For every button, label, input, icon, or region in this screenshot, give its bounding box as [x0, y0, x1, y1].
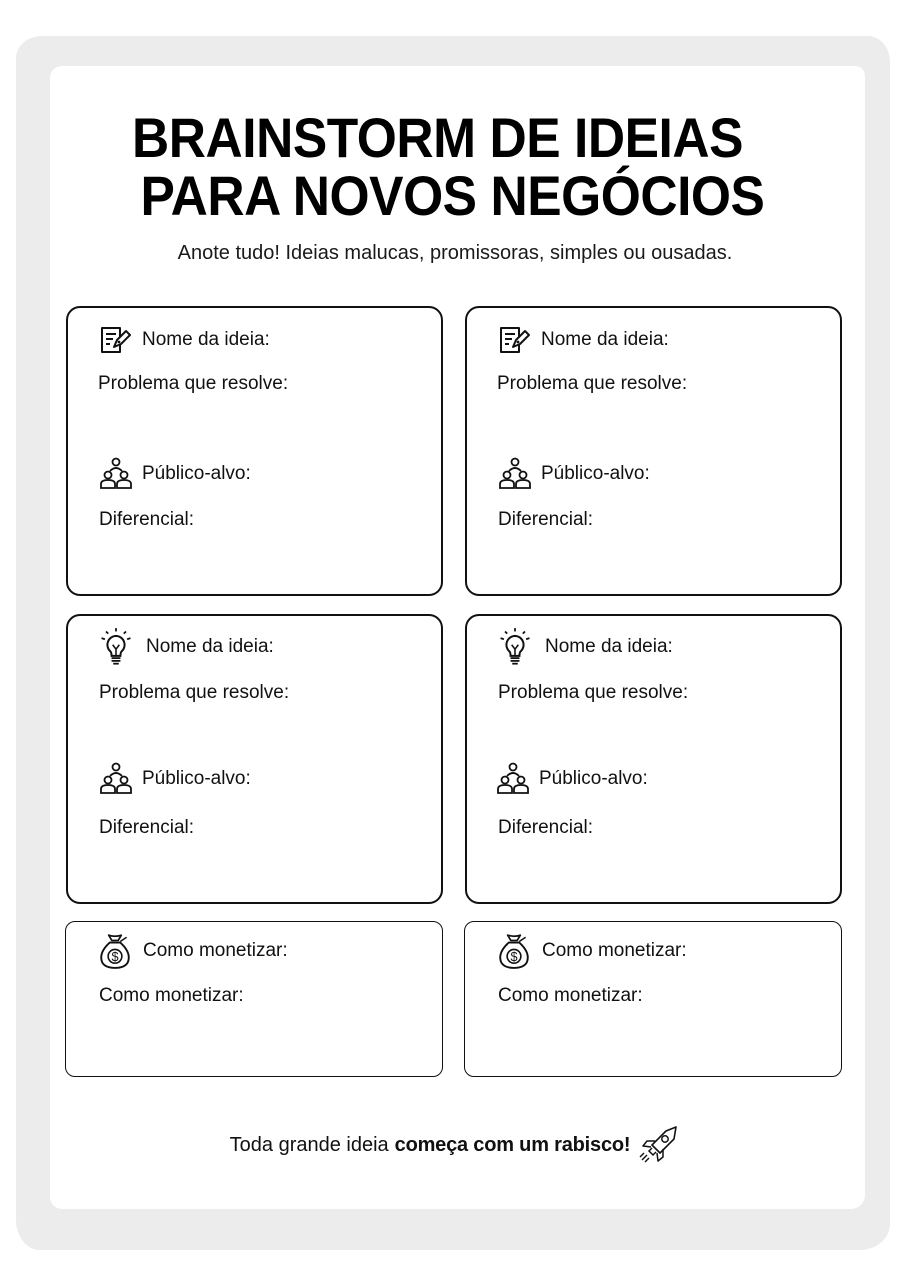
idea-name-label: Nome da ideia:	[545, 636, 673, 657]
page-subtitle: Anote tudo! Ideias malucas, promissoras, simples ou ousadas.	[177, 242, 733, 264]
rocket-icon	[638, 1124, 680, 1166]
differential-row	[498, 817, 593, 839]
idea-card-3	[66, 614, 443, 904]
audience-label: Público-alvo:	[541, 463, 650, 484]
idea-name-row	[98, 322, 270, 358]
audience-row	[98, 456, 251, 492]
footer-text-regular: Toda grande ideia	[229, 1133, 389, 1156]
idea-name-label: Nome da ideia:	[541, 329, 669, 350]
people-group-icon	[98, 456, 134, 492]
problem-row	[99, 682, 289, 704]
audience-row	[497, 456, 650, 492]
footer-text-bold: começa com um rabisco!	[394, 1133, 631, 1156]
monetize-label: Como monetizar:	[498, 985, 643, 1006]
monetize-heading-row	[96, 931, 288, 971]
idea-card-2	[465, 306, 842, 596]
money-bag-icon	[495, 931, 533, 971]
differential-label: Diferencial:	[498, 509, 594, 530]
audience-row	[495, 761, 648, 797]
differential-label: Diferencial:	[99, 817, 195, 838]
lightbulb-icon	[96, 626, 136, 668]
problem-label: Problema que resolve:	[498, 682, 689, 703]
monetize-heading: Como monetizar:	[542, 940, 687, 961]
audience-label: Público-alvo:	[142, 768, 251, 789]
differential-label: Diferencial:	[498, 817, 594, 838]
monetize-label-row	[99, 985, 244, 1007]
differential-label: Diferencial:	[99, 509, 195, 530]
idea-name-row	[495, 626, 673, 668]
idea-name-label: Nome da ideia:	[142, 329, 270, 350]
problem-row	[98, 373, 288, 395]
idea-card-4	[465, 614, 842, 904]
title-line-2: PARA NOVOS NEGÓCIOS	[140, 164, 765, 227]
differential-row	[99, 817, 194, 839]
idea-name-label: Nome da ideia:	[146, 636, 274, 657]
idea-name-row	[497, 322, 669, 358]
idea-card-1	[66, 306, 443, 596]
problem-label: Problema que resolve:	[497, 373, 688, 394]
title-line-1: BRAINSTORM DE IDEIAS	[131, 106, 743, 169]
notepad-pen-icon	[497, 322, 533, 358]
monetize-heading: Como monetizar:	[143, 940, 288, 961]
differential-row	[498, 509, 593, 531]
idea-name-row	[96, 626, 274, 668]
audience-label: Público-alvo:	[539, 768, 648, 789]
monetize-heading-row	[495, 931, 687, 971]
monetize-label: Como monetizar:	[99, 985, 244, 1006]
lightbulb-icon	[495, 626, 535, 668]
monetize-card-1	[65, 921, 443, 1077]
monetize-label-row	[498, 985, 643, 1007]
differential-row	[99, 509, 194, 531]
problem-label: Problema que resolve:	[99, 682, 290, 703]
problem-row	[498, 682, 688, 704]
footer-tagline	[0, 1124, 905, 1166]
monetize-card-2	[464, 921, 842, 1077]
problem-label: Problema que resolve:	[98, 373, 289, 394]
money-bag-icon	[96, 931, 134, 971]
audience-row	[98, 761, 251, 797]
problem-row	[497, 373, 687, 395]
page-title	[0, 106, 905, 227]
people-group-icon	[495, 761, 531, 797]
people-group-icon	[98, 761, 134, 797]
notepad-pen-icon	[98, 322, 134, 358]
audience-label: Público-alvo:	[142, 463, 251, 484]
people-group-icon	[497, 456, 533, 492]
